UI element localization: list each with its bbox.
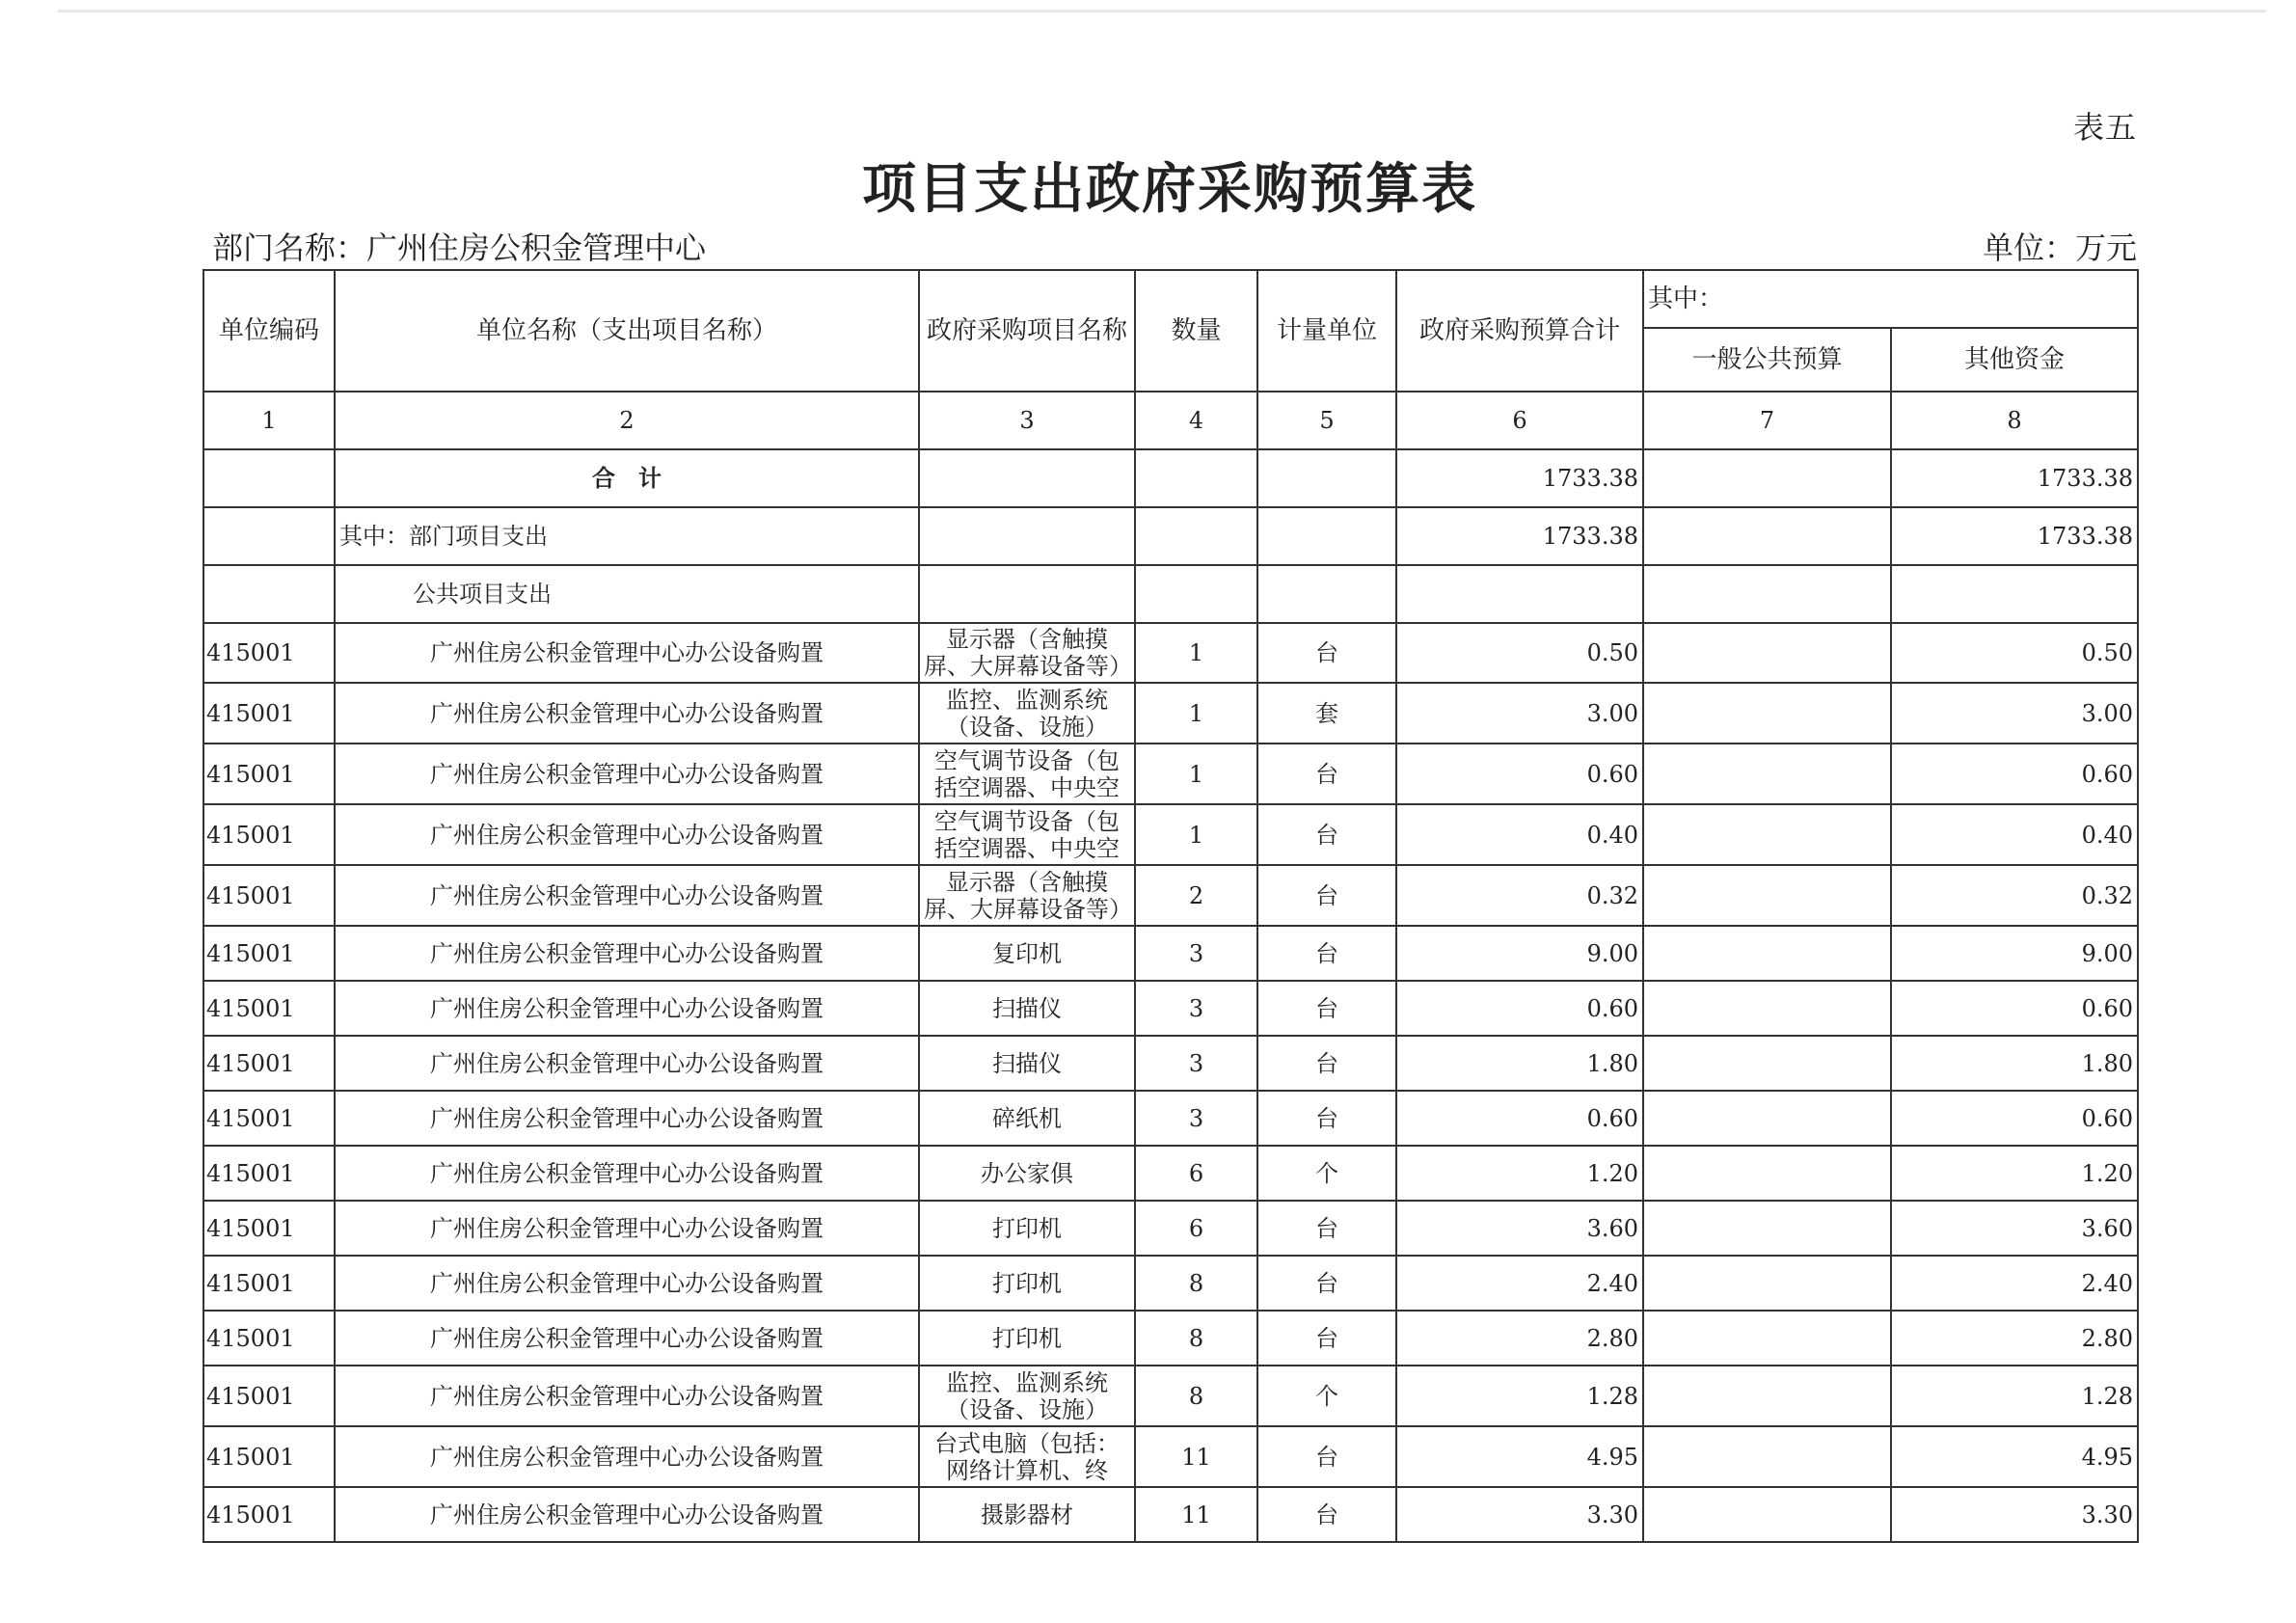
budget-table bbox=[203, 269, 2139, 1543]
row-project-name: 广州住房公积金管理中心办公设备购置 bbox=[335, 1311, 919, 1366]
row-quantity: 2 bbox=[1135, 865, 1257, 926]
row-unit: 个 bbox=[1257, 1366, 1396, 1426]
row-general-budget bbox=[1643, 1091, 1891, 1146]
col-number: 3 bbox=[919, 392, 1135, 449]
col-number: 1 bbox=[203, 392, 335, 449]
table-row bbox=[203, 1487, 2138, 1542]
row-code: 415001 bbox=[203, 926, 335, 981]
row-project-name: 广州住房公积金管理中心办公设备购置 bbox=[335, 926, 919, 981]
row-other-funds: 9.00 bbox=[1891, 926, 2138, 981]
dept-project-amount: 1733.38 bbox=[1396, 507, 1643, 565]
total-amount: 1733.38 bbox=[1396, 449, 1643, 507]
col-number: 7 bbox=[1643, 392, 1891, 449]
row-quantity: 8 bbox=[1135, 1256, 1257, 1311]
department-label: 部门名称：广州住房公积金管理中心 bbox=[212, 230, 707, 266]
table-row bbox=[203, 744, 2138, 804]
row-quantity: 1 bbox=[1135, 683, 1257, 744]
row-project-name: 广州住房公积金管理中心办公设备购置 bbox=[335, 623, 919, 683]
public-project-row bbox=[203, 565, 2138, 623]
row-code: 415001 bbox=[203, 1311, 335, 1366]
row-project-name: 广州住房公积金管理中心办公设备购置 bbox=[335, 1256, 919, 1311]
row-general-budget bbox=[1643, 1366, 1891, 1426]
row-total: 0.60 bbox=[1396, 981, 1643, 1036]
row-code: 415001 bbox=[203, 804, 335, 865]
header-item: 政府采购项目名称 bbox=[919, 270, 1135, 392]
header-qty: 数量 bbox=[1135, 270, 1257, 392]
row-total: 2.80 bbox=[1396, 1311, 1643, 1366]
row-project-name: 广州住房公积金管理中心办公设备购置 bbox=[335, 981, 919, 1036]
row-code: 415001 bbox=[203, 1201, 335, 1256]
header-name: 单位名称（支出项目名称） bbox=[335, 270, 919, 392]
header-of-which: 其中： bbox=[1643, 270, 2138, 328]
column-number-row bbox=[203, 392, 2138, 449]
row-quantity: 1 bbox=[1135, 744, 1257, 804]
row-general-budget bbox=[1643, 623, 1891, 683]
row-item-name: 办公家俱 bbox=[919, 1146, 1135, 1201]
row-unit: 台 bbox=[1257, 1201, 1396, 1256]
row-total: 0.40 bbox=[1396, 804, 1643, 865]
row-code: 415001 bbox=[203, 683, 335, 744]
row-general-budget bbox=[1643, 1036, 1891, 1091]
row-general-budget bbox=[1643, 1201, 1891, 1256]
row-item-name: 监控、监测系统（设备、设施） bbox=[919, 1366, 1135, 1426]
row-quantity: 3 bbox=[1135, 1091, 1257, 1146]
table-row bbox=[203, 804, 2138, 865]
row-general-budget bbox=[1643, 1146, 1891, 1201]
row-item-name: 扫描仪 bbox=[919, 981, 1135, 1036]
table-row bbox=[203, 1036, 2138, 1091]
table-row bbox=[203, 981, 2138, 1036]
row-quantity: 6 bbox=[1135, 1146, 1257, 1201]
row-code: 415001 bbox=[203, 1366, 335, 1426]
row-quantity: 8 bbox=[1135, 1311, 1257, 1366]
row-general-budget bbox=[1643, 926, 1891, 981]
row-item-name: 监控、监测系统（设备、设施） bbox=[919, 683, 1135, 744]
col-number: 8 bbox=[1891, 392, 2138, 449]
row-other-funds: 3.60 bbox=[1891, 1201, 2138, 1256]
row-quantity: 11 bbox=[1135, 1426, 1257, 1487]
col-number: 6 bbox=[1396, 392, 1643, 449]
row-other-funds: 0.60 bbox=[1891, 1091, 2138, 1146]
col-number: 5 bbox=[1257, 392, 1396, 449]
scan-edge bbox=[58, 10, 2266, 13]
row-code: 415001 bbox=[203, 744, 335, 804]
row-code: 415001 bbox=[203, 1091, 335, 1146]
table-row bbox=[203, 1366, 2138, 1426]
row-item-name: 显示器（含触摸屏、大屏幕设备等） bbox=[919, 623, 1135, 683]
row-total: 9.00 bbox=[1396, 926, 1643, 981]
row-code: 415001 bbox=[203, 981, 335, 1036]
dept-project-label: 其中：部门项目支出 bbox=[335, 507, 919, 565]
total-row bbox=[203, 449, 2138, 507]
row-code: 415001 bbox=[203, 1426, 335, 1487]
row-project-name: 广州住房公积金管理中心办公设备购置 bbox=[335, 683, 919, 744]
row-general-budget bbox=[1643, 683, 1891, 744]
row-code: 415001 bbox=[203, 865, 335, 926]
table-number: 表五 bbox=[2072, 109, 2137, 146]
row-other-funds: 4.95 bbox=[1891, 1426, 2138, 1487]
row-other-funds: 0.60 bbox=[1891, 744, 2138, 804]
row-total: 3.60 bbox=[1396, 1201, 1643, 1256]
row-unit: 台 bbox=[1257, 981, 1396, 1036]
dept-project-other-funds: 1733.38 bbox=[1891, 507, 2138, 565]
row-other-funds: 0.60 bbox=[1891, 981, 2138, 1036]
row-other-funds: 0.32 bbox=[1891, 865, 2138, 926]
row-code: 415001 bbox=[203, 623, 335, 683]
table-row bbox=[203, 1091, 2138, 1146]
row-total: 3.00 bbox=[1396, 683, 1643, 744]
row-total: 0.60 bbox=[1396, 744, 1643, 804]
row-other-funds: 1.28 bbox=[1891, 1366, 2138, 1426]
row-other-funds: 2.40 bbox=[1891, 1256, 2138, 1311]
row-code: 415001 bbox=[203, 1146, 335, 1201]
row-total: 1.28 bbox=[1396, 1366, 1643, 1426]
row-quantity: 8 bbox=[1135, 1366, 1257, 1426]
row-item-name: 复印机 bbox=[919, 926, 1135, 981]
table-row bbox=[203, 1201, 2138, 1256]
row-project-name: 广州住房公积金管理中心办公设备购置 bbox=[335, 1036, 919, 1091]
table-row bbox=[203, 1426, 2138, 1487]
row-general-budget bbox=[1643, 1311, 1891, 1366]
row-other-funds: 1.80 bbox=[1891, 1036, 2138, 1091]
row-other-funds: 1.20 bbox=[1891, 1146, 2138, 1201]
table-row bbox=[203, 683, 2138, 744]
row-code: 415001 bbox=[203, 1487, 335, 1542]
table-row bbox=[203, 1256, 2138, 1311]
row-unit: 台 bbox=[1257, 865, 1396, 926]
row-code: 415001 bbox=[203, 1036, 335, 1091]
row-quantity: 1 bbox=[1135, 623, 1257, 683]
row-unit: 个 bbox=[1257, 1146, 1396, 1201]
row-project-name: 广州住房公积金管理中心办公设备购置 bbox=[335, 865, 919, 926]
row-general-budget bbox=[1643, 1256, 1891, 1311]
row-general-budget bbox=[1643, 981, 1891, 1036]
row-other-funds: 0.50 bbox=[1891, 623, 2138, 683]
row-quantity: 3 bbox=[1135, 926, 1257, 981]
public-project-label: 公共项目支出 bbox=[335, 565, 919, 623]
header-unit: 计量单位 bbox=[1257, 270, 1396, 392]
unit-label: 单位：万元 bbox=[1982, 230, 2137, 266]
table-row bbox=[203, 1311, 2138, 1366]
total-other-funds: 1733.38 bbox=[1891, 449, 2138, 507]
row-total: 1.80 bbox=[1396, 1036, 1643, 1091]
row-other-funds: 2.80 bbox=[1891, 1311, 2138, 1366]
row-item-name: 空气调节设备（包括空调器、中央空 bbox=[919, 744, 1135, 804]
row-total: 0.50 bbox=[1396, 623, 1643, 683]
row-unit: 台 bbox=[1257, 623, 1396, 683]
row-project-name: 广州住房公积金管理中心办公设备购置 bbox=[335, 1146, 919, 1201]
row-quantity: 3 bbox=[1135, 981, 1257, 1036]
row-other-funds: 0.40 bbox=[1891, 804, 2138, 865]
row-item-name: 碎纸机 bbox=[919, 1091, 1135, 1146]
dept-project-row bbox=[203, 507, 2138, 565]
row-quantity: 11 bbox=[1135, 1487, 1257, 1542]
table-row bbox=[203, 1146, 2138, 1201]
table-row bbox=[203, 926, 2138, 981]
row-project-name: 广州住房公积金管理中心办公设备购置 bbox=[335, 804, 919, 865]
row-general-budget bbox=[1643, 744, 1891, 804]
row-item-name: 台式电脑（包括：网络计算机、终 bbox=[919, 1426, 1135, 1487]
row-item-name: 打印机 bbox=[919, 1311, 1135, 1366]
header-general-budget: 一般公共预算 bbox=[1643, 328, 1891, 392]
row-general-budget bbox=[1643, 1487, 1891, 1542]
row-quantity: 1 bbox=[1135, 804, 1257, 865]
col-number: 4 bbox=[1135, 392, 1257, 449]
row-total: 1.20 bbox=[1396, 1146, 1643, 1201]
row-item-name: 打印机 bbox=[919, 1256, 1135, 1311]
row-project-name: 广州住房公积金管理中心办公设备购置 bbox=[335, 1201, 919, 1256]
row-other-funds: 3.00 bbox=[1891, 683, 2138, 744]
row-general-budget bbox=[1643, 1426, 1891, 1487]
row-unit: 台 bbox=[1257, 804, 1396, 865]
row-quantity: 6 bbox=[1135, 1201, 1257, 1256]
row-unit: 套 bbox=[1257, 683, 1396, 744]
row-item-name: 打印机 bbox=[919, 1201, 1135, 1256]
header-row-1 bbox=[203, 270, 2138, 328]
row-project-name: 广州住房公积金管理中心办公设备购置 bbox=[335, 744, 919, 804]
row-unit: 台 bbox=[1257, 1036, 1396, 1091]
row-project-name: 广州住房公积金管理中心办公设备购置 bbox=[335, 1091, 919, 1146]
row-unit: 台 bbox=[1257, 1487, 1396, 1542]
row-item-name: 空气调节设备（包括空调器、中央空 bbox=[919, 804, 1135, 865]
row-item-name: 扫描仪 bbox=[919, 1036, 1135, 1091]
header-other-funds: 其他资金 bbox=[1891, 328, 2138, 392]
row-unit: 台 bbox=[1257, 1256, 1396, 1311]
row-unit: 台 bbox=[1257, 926, 1396, 981]
row-general-budget bbox=[1643, 804, 1891, 865]
row-item-name: 显示器（含触摸屏、大屏幕设备等） bbox=[919, 865, 1135, 926]
row-total: 3.30 bbox=[1396, 1487, 1643, 1542]
row-unit: 台 bbox=[1257, 1091, 1396, 1146]
row-quantity: 3 bbox=[1135, 1036, 1257, 1091]
total-label: 合 计 bbox=[335, 449, 919, 507]
page-title: 项目支出政府采购预算表 bbox=[862, 157, 1477, 221]
row-total: 0.60 bbox=[1396, 1091, 1643, 1146]
row-code: 415001 bbox=[203, 1256, 335, 1311]
header-total: 政府采购预算合计 bbox=[1396, 270, 1643, 392]
col-number: 2 bbox=[335, 392, 919, 449]
row-project-name: 广州住房公积金管理中心办公设备购置 bbox=[335, 1366, 919, 1426]
row-unit: 台 bbox=[1257, 744, 1396, 804]
row-total: 0.32 bbox=[1396, 865, 1643, 926]
row-general-budget bbox=[1643, 865, 1891, 926]
row-total: 2.40 bbox=[1396, 1256, 1643, 1311]
row-total: 4.95 bbox=[1396, 1426, 1643, 1487]
row-project-name: 广州住房公积金管理中心办公设备购置 bbox=[335, 1426, 919, 1487]
table-row bbox=[203, 865, 2138, 926]
row-unit: 台 bbox=[1257, 1426, 1396, 1487]
row-other-funds: 3.30 bbox=[1891, 1487, 2138, 1542]
table-row bbox=[203, 623, 2138, 683]
header-code: 单位编码 bbox=[203, 270, 335, 392]
row-project-name: 广州住房公积金管理中心办公设备购置 bbox=[335, 1487, 919, 1542]
row-item-name: 摄影器材 bbox=[919, 1487, 1135, 1542]
row-unit: 台 bbox=[1257, 1311, 1396, 1366]
